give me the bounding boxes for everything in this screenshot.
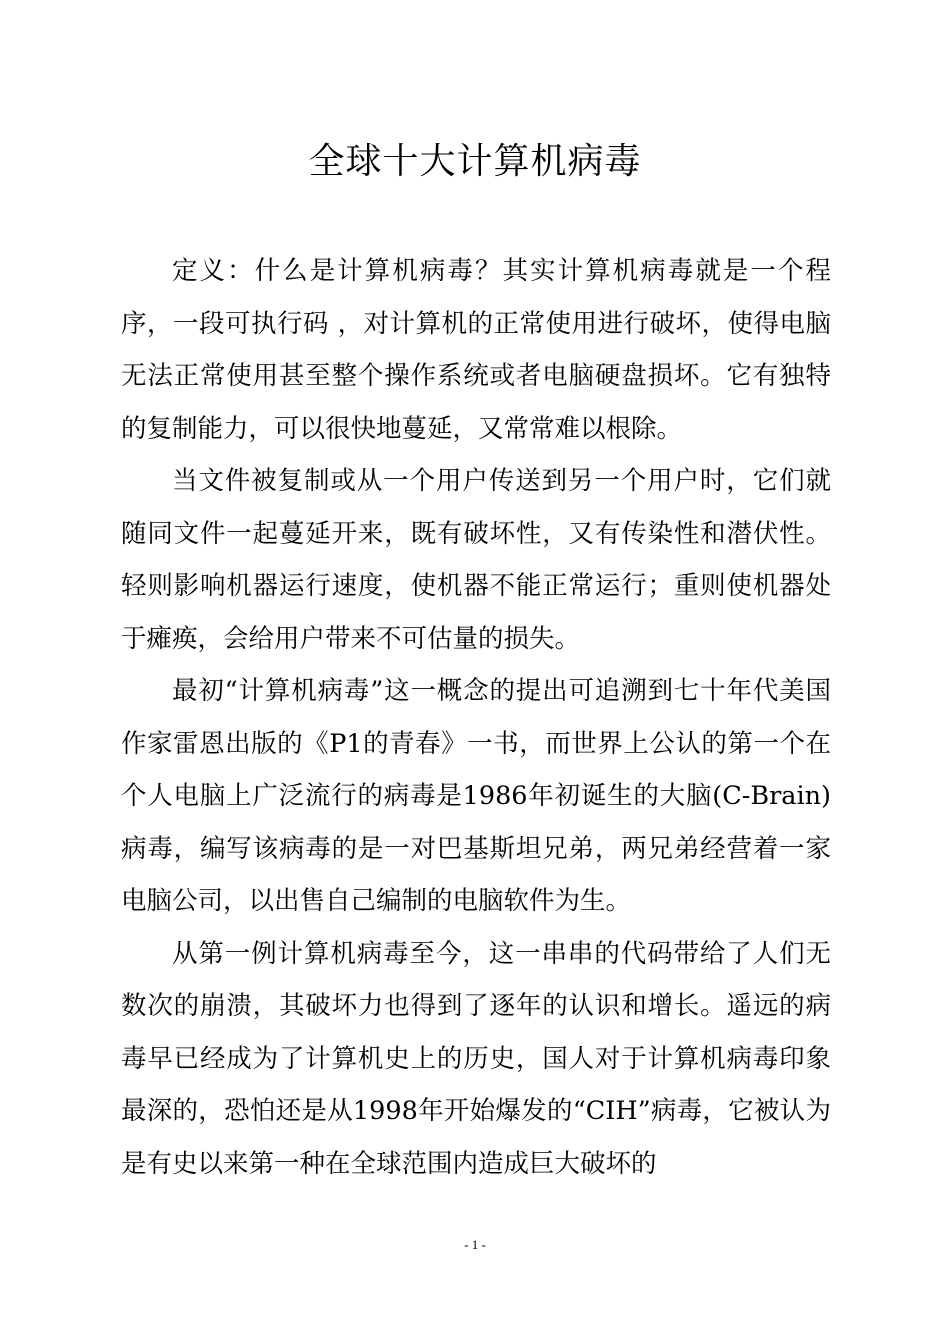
page-number: - 1 - [464,1237,486,1252]
paragraph-history: 最初“计算机病毒”这一概念的提出可追溯到七十年代美国作家雷恩出版的《P1的青春》一书，而世界上公认的第一个在个人电脑上广泛流行的病毒是1986年初诞生的大脑(C-Brain)病毒，编写该病毒的是一对巴基斯坦兄弟，两兄弟经营着一家电脑公司，以出售自己编制的电脑软件为生。 [121,676,831,916]
document-title: 全球十大计算机病毒 [308,141,642,182]
paragraph-definition: 定义：什么是计算机病毒？其实计算机病毒就是一个程序，一段可执行码 ，对计算机的正常使用进行破坏，使得电脑无法正常使用甚至整个操作系统或者电脑硬盘损坏。它有独特的复制能力，可以很快地蔓延，又常常难以根除。 [121,256,831,444]
document-body [121,245,831,1190]
paragraph-spread: 当文件被复制或从一个用户传送到另一个用户时，它们就随同文件一起蔓延开来，既有破坏性，又有传染性和潜伏性。轻则影响机器运行速度，使机器不能正常运行；重则使机器处于瘫痪，会给用户带来不可估量的损失。 [121,466,831,654]
paragraph-impact: 从第一例计算机病毒至今，这一串串的代码带给了人们无数次的崩溃，其破坏力也得到了逐年的认识和增长。遥远的病毒早已经成为了计算机史上的历史，国人对于计算机病毒印象最深的，恐怕还是从1998年开始爆发的“CIH”病毒，它被认为是有史以来第一种在全球范围内造成巨大破坏的 [121,938,831,1179]
